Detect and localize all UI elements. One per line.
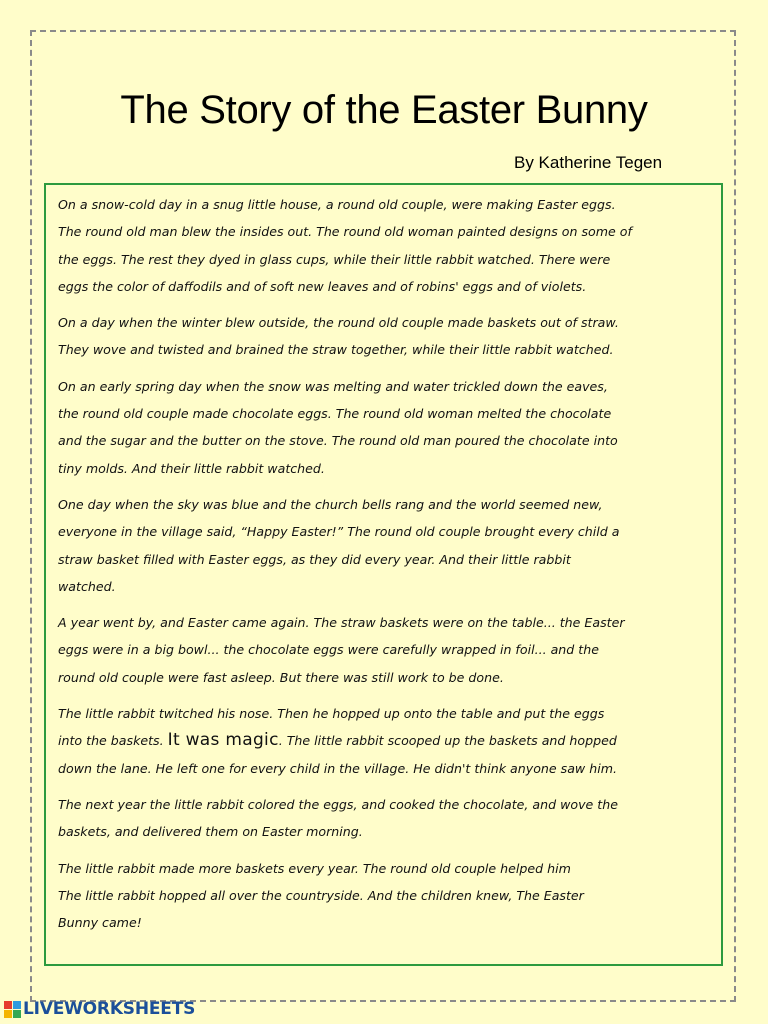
logo-square	[13, 1001, 21, 1009]
story-line: A year went by, and Easter came again. The straw baskets were on the table... the Easter	[58, 615, 625, 631]
liveworksheets-logo[interactable]	[4, 998, 195, 1020]
story-line: everyone in the village said, “Happy Easter!” The round old couple brought every child a	[58, 524, 620, 540]
story-line: The round old man blew the insides out. The round old woman painted designs on some of	[58, 224, 632, 240]
story-line: eggs the color of daffodils and of soft new leaves and of robins' eggs and of violets.	[58, 278, 587, 294]
story-line: baskets, and delivered them on Easter morning.	[58, 824, 363, 840]
story-line: On an early spring day when the snow was melting and water trickled down the eaves,	[58, 378, 608, 394]
paragraph-6	[58, 700, 718, 782]
footer-brand: LIVEWORKSHEETS	[23, 999, 196, 1019]
story-line: and the sugar and the butter on the stove. The round old man poured the chocolate into	[58, 433, 618, 449]
page-title: The Story of the Easter Bunny	[120, 88, 648, 132]
paragraph-2	[58, 309, 718, 364]
paragraph-8	[58, 855, 718, 937]
story-line: watched.	[58, 578, 116, 594]
logo-square	[13, 1010, 21, 1018]
story-line: The little rabbit made more baskets every year. The round old couple helped him	[58, 860, 571, 876]
story-line: eggs were in a big bowl... the chocolate eggs were carefully wrapped in foil... and the	[58, 642, 599, 658]
paragraph-1	[58, 191, 718, 300]
author-byline: By Katherine Tegen	[514, 153, 663, 172]
logo-square	[4, 1010, 12, 1018]
story-line: straw basket filled with Easter eggs, as they did every year. And their little rabbit	[58, 551, 571, 567]
story-box	[44, 183, 723, 966]
logo-square	[4, 1001, 12, 1009]
story-line: On a day when the winter blew outside, the round old couple made baskets out of straw.	[58, 315, 619, 331]
magic-phrase: It was magic	[167, 730, 279, 751]
story-line: They wove and twisted and brained the straw together, while their little rabbit watched.	[58, 342, 614, 358]
story-line: On a snow-cold day in a snug little house, a round old couple, were making Easter eggs.	[58, 197, 616, 212]
story-line: The little rabbit twitched his nose. Then he hopped up onto the table and put the eggs	[58, 706, 605, 722]
story-line: tiny molds. And their little rabbit watched.	[58, 460, 325, 476]
story-line: Bunny came!	[58, 915, 142, 931]
story-line: The next year the little rabbit colored the eggs, and cooked the chocolate, and wove the	[58, 796, 618, 812]
story-line: down the lane. He left one for every child in the village. He didn't think anyone saw him.	[58, 760, 617, 776]
liveworksheets-icon	[4, 1001, 21, 1018]
story-fragment: . The little rabbit scooped up the baskets and hopped	[278, 733, 617, 749]
story-line: The little rabbit hopped all over the countryside. And the children knew, The Easter	[58, 887, 584, 903]
story-fragment: into the baskets.	[58, 733, 168, 749]
story-line: round old couple were fast asleep. But there was still work to be done.	[58, 669, 504, 685]
paragraph-5	[58, 609, 718, 691]
story-line-magic	[58, 727, 718, 754]
paragraph-7	[58, 791, 718, 846]
story-line: the eggs. The rest they dyed in glass cups, while their little rabbit watched. There were	[58, 251, 611, 267]
paragraph-3	[58, 373, 718, 482]
story-line: One day when the sky was blue and the church bells rang and the world seemed new,	[58, 496, 603, 512]
story-text	[58, 191, 718, 945]
story-line: the round old couple made chocolate eggs. The round old woman melted the chocolate	[58, 406, 612, 422]
paragraph-4	[58, 491, 718, 600]
